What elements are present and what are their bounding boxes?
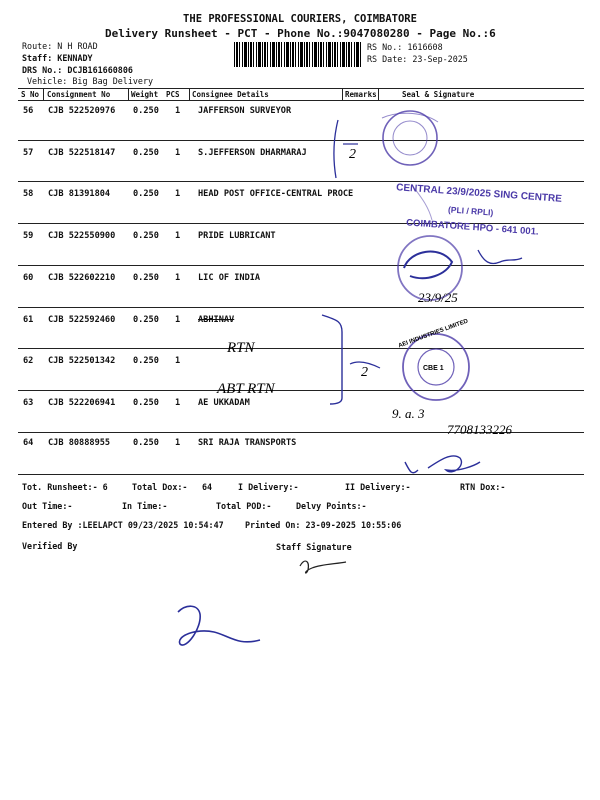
row-sno: 58 <box>23 189 34 199</box>
row-pcs: 1 <box>175 106 181 116</box>
post-office-stamp-line2: (PLI / RPLI) <box>447 204 494 218</box>
row-pcs: 1 <box>175 315 181 325</box>
in-time: In Time:- <box>122 501 168 511</box>
date-60: 23/9/25 <box>418 290 458 305</box>
handwritten-abt-rtn: ABT RTN <box>217 381 275 397</box>
verified-signature-mark <box>178 606 260 645</box>
row-consignee: SRI RAJA TRANSPORTS <box>198 438 297 448</box>
row-pcs: 1 <box>175 398 181 408</box>
row-consignee: JAFFERSON SURVEYOR <box>198 106 292 116</box>
rtn-dox: RTN Dox:- <box>460 482 506 492</box>
staff-signature: Staff Signature <box>276 542 352 552</box>
handwritten-rtn: RTN <box>227 340 255 356</box>
printed-on: Printed On: 23-09-2025 10:55:06 <box>245 520 402 530</box>
row-consignment: CJB 81391804 <box>48 189 111 199</box>
row-consignee: LIC OF INDIA <box>198 273 261 283</box>
row-weight: 0.250 <box>133 315 159 325</box>
signature-64 <box>405 456 480 473</box>
out-time: Out Time:- <box>22 501 73 511</box>
post-office-stamp-line3: COIMBATORE HPO - 641 001. <box>405 217 539 238</box>
signature-mark <box>478 250 522 264</box>
remark-bracket <box>334 120 338 178</box>
delvy-points: Delvy Points:- <box>296 501 367 511</box>
remark-57: 2 <box>349 147 356 162</box>
staff-signature-mark <box>300 561 346 573</box>
col-header-consignee: Consignee Details <box>192 90 269 99</box>
row-weight: 0.250 <box>133 398 159 408</box>
row-consignee: HEAD POST OFFICE-CENTRAL PROCE <box>198 189 354 199</box>
industries-seal-center: CBE 1 <box>423 365 444 372</box>
rs-date: RS Date: 23-Sep-2025 <box>367 54 468 64</box>
row-weight: 0.250 <box>133 438 159 448</box>
runsheet-title: Delivery Runsheet - PCT - Phone No.:9047080280 - Page No.:6 <box>105 27 496 40</box>
row-sno: 64 <box>23 438 34 448</box>
col-header-sno: S No <box>21 90 40 99</box>
row-sno: 63 <box>23 398 34 408</box>
row-consignee: S.JEFFERSON DHARMARAJ <box>198 148 307 158</box>
row-consignee: PRIDE LUBRICANT <box>198 231 276 241</box>
row-pcs: 1 <box>175 273 181 283</box>
col-header-seal: Seal & Signature <box>402 90 475 99</box>
entered-by: Entered By :LEELAPCT 09/23/2025 10:54:47 <box>22 520 224 530</box>
phone-63: 7708133226 <box>447 422 512 437</box>
row-sno: 56 <box>23 106 34 116</box>
row-consignee: ABHINAV <box>198 315 235 325</box>
row-pcs: 1 <box>175 189 181 199</box>
post-office-stamp-line1: CENTRAL 23/9/2025 SING CENTRE <box>395 182 563 205</box>
rs-no: RS No.: 1616608 <box>367 42 443 52</box>
row-weight: 0.250 <box>133 356 159 366</box>
row-consignee: AE UKKADAM <box>198 398 250 408</box>
col-header-weight: Weight <box>131 90 159 99</box>
seal-stamp-circle <box>382 111 438 165</box>
row-consignment: CJB 522602210 <box>48 273 116 283</box>
total-dox-value: 64 <box>202 482 213 492</box>
row-consignment: CJB 80888955 <box>48 438 111 448</box>
drs-label: DRS No.: DCJB161660806 <box>22 65 133 75</box>
row-consignment: CJB 522520976 <box>48 106 116 116</box>
ii-delivery: II Delivery:- <box>345 482 411 492</box>
row-consignment: CJB 522206941 <box>48 398 116 408</box>
tot-runsheet: Tot. Runsheet:- 6 <box>22 482 108 492</box>
row-weight: 0.250 <box>133 189 159 199</box>
row-weight: 0.250 <box>133 106 159 116</box>
row-weight: 0.250 <box>133 148 159 158</box>
industries-seal-text: AEI INDUSTRIES LIMITED <box>397 318 469 350</box>
remark-bracket <box>322 315 342 404</box>
row-sno: 61 <box>23 315 34 325</box>
total-dox-label: Total Dox:- <box>132 482 188 492</box>
row-pcs: 1 <box>175 148 181 158</box>
row-consignment: CJB 522550900 <box>48 231 116 241</box>
row-weight: 0.250 <box>133 273 159 283</box>
row-sno: 59 <box>23 231 34 241</box>
row-consignment: CJB 522592460 <box>48 315 116 325</box>
route-label: Route: N H ROAD <box>22 41 98 51</box>
row-sno: 62 <box>23 356 34 366</box>
row-weight: 0.250 <box>133 231 159 241</box>
row-pcs: 1 <box>175 438 181 448</box>
row-pcs: 1 <box>175 231 181 241</box>
row-pcs: 1 <box>175 356 181 366</box>
col-header-pcs: PCS <box>166 90 180 99</box>
col-header-consignment: Consignment No <box>47 90 111 99</box>
verified-by: Verified By <box>22 541 78 551</box>
remark-62: 2 <box>361 365 368 380</box>
row-consignment: CJB 522518147 <box>48 148 116 158</box>
signature-63: 9. a. 3 <box>392 406 425 421</box>
i-delivery: I Delivery:- <box>238 482 299 492</box>
row-consignment: CJB 522501342 <box>48 356 116 366</box>
staff-label: Staff: KENNADY <box>22 53 93 63</box>
vehicle-label: Vehicle: Big Bag Delivery <box>27 76 154 86</box>
row-sno: 60 <box>23 273 34 283</box>
total-pod: Total POD:- <box>216 501 272 511</box>
col-header-remarks: Remarks <box>345 90 377 99</box>
company-title: THE PROFESSIONAL COURIERS, COIMBATORE <box>183 13 417 25</box>
row-sno: 57 <box>23 148 34 158</box>
